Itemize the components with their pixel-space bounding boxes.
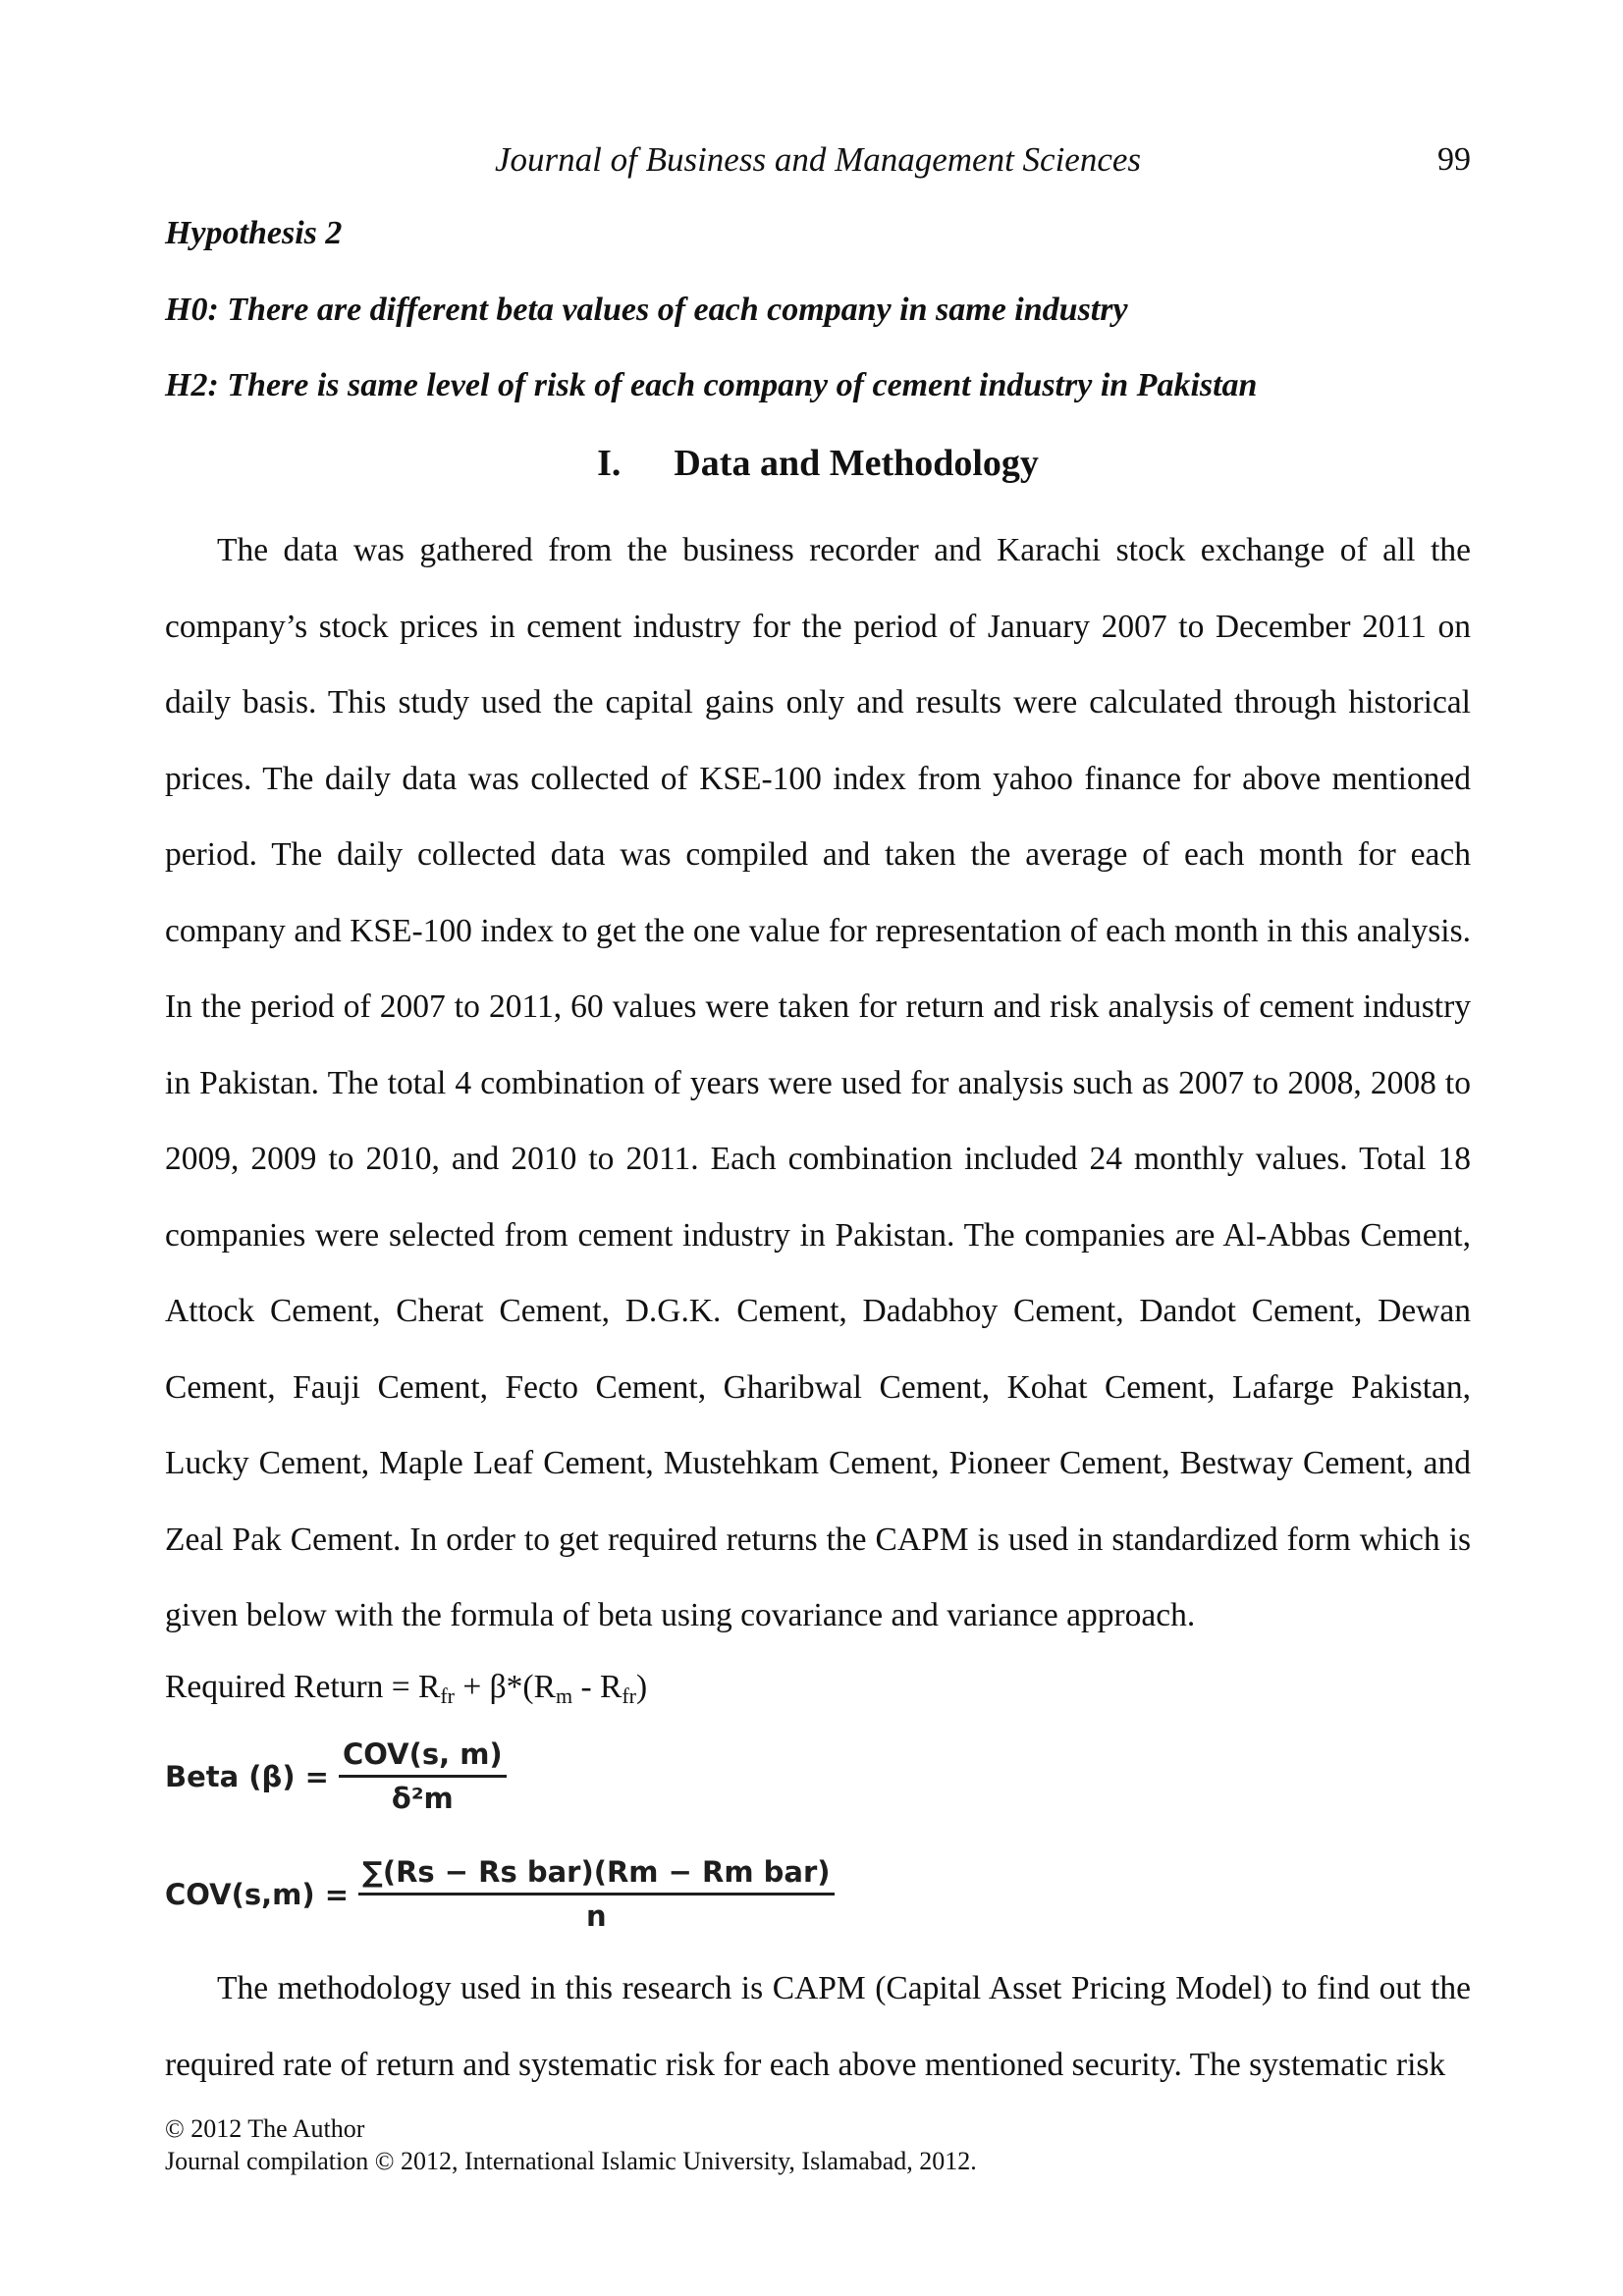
covariance-fraction — [358, 1855, 835, 1933]
beta-fraction — [339, 1737, 507, 1815]
equation-plus-beta: + β*(R — [455, 1669, 556, 1705]
hypothesis-h2: H2: There is same level of risk of each company of cement industry in Pakistan — [165, 367, 1258, 403]
equation-lhs: Required Return = R — [165, 1669, 441, 1705]
section-heading — [165, 439, 1471, 488]
hypothesis-title: Hypothesis 2 — [165, 215, 343, 251]
section-title: Data and Methodology — [674, 443, 1039, 484]
equation-minus: - R — [572, 1669, 622, 1705]
body-paragraph-methodology: The methodology used in this research is CAPM (Capital Asset Pricing Model) to find out the required rate of return and systematic risk for each above mentioned security. The systematic risk — [165, 1970, 1471, 2083]
page-header — [165, 137, 1471, 183]
covariance-formula — [165, 1855, 835, 1933]
body-paragraph-data: The data was gathered from the business recorder and Karachi stock exchange of all the company’s stock prices in cement industry for the period of January 2007 to December 2011 on daily basis. This study used the capital gains only and results were calculated through historical prices. The daily data was collected of KSE-100 index from yahoo finance for above mentioned period. The daily collected data was compiled and taken the average of each month for each company and KSE-100 index to get the one value for representation of each month in this analysis. In the period of 2007 to 2011, 60 values were taken for return and risk analysis of cement industry in Pakistan. The total 4 combination of years were used for analysis such as 2007 to 2008, 2008 to 2009, 2009 to 2010, and 2010 to 2011. Each combination included 24 monthly values. Total 18 companies were selected from cement industry in Pakistan. The companies are Al-Abbas Cement, Attock Cement, Cherat Cement, D.G.K. Cement, Dadabhoy Cement, Dandot Cement, Dewan Cement, Fauji Cement, Fecto Cement, Gharibwal Cement, Kohat Cement, Lafarge Pakistan, Lucky Cement, Maple Leaf Cement, Mustehkam Cement, Pioneer Cement, Bestway Cement, and Zeal Pak Cement. In order to get required returns the CAPM is used in standardized form which is given below with the formula of beta using covariance and variance approach. — [165, 532, 1471, 1633]
beta-formula — [165, 1737, 507, 1815]
page-number: 99 — [1437, 141, 1471, 178]
required-return-equation — [165, 1665, 647, 1710]
equation-sub-m: m — [555, 1683, 573, 1708]
beta-numerator: COV(s, m) — [339, 1737, 507, 1778]
journal-title: Journal of Business and Management Sciences — [494, 140, 1142, 179]
footer-compilation: Journal compilation © 2012, International Islamic University, Islamabad, 2012. — [165, 2147, 977, 2175]
equation-sub-fr-2: fr — [622, 1683, 636, 1708]
covariance-numerator: ∑(Rs − Rs bar)(Rm − Rm bar) — [358, 1855, 835, 1896]
hypothesis-h0: H0: There are different beta values of each company in same industry — [165, 292, 1128, 328]
section-number: I. — [597, 443, 622, 484]
beta-formula-lhs: Beta (β) = — [165, 1759, 329, 1793]
beta-denominator: δ²m — [391, 1782, 454, 1815]
footer-copyright: © 2012 The Author — [165, 2114, 365, 2143]
covariance-denominator: n — [585, 1899, 607, 1933]
covariance-formula-lhs: COV(s,m) = — [165, 1877, 349, 1911]
equation-close: ) — [635, 1669, 648, 1705]
equation-sub-fr: fr — [440, 1683, 455, 1708]
